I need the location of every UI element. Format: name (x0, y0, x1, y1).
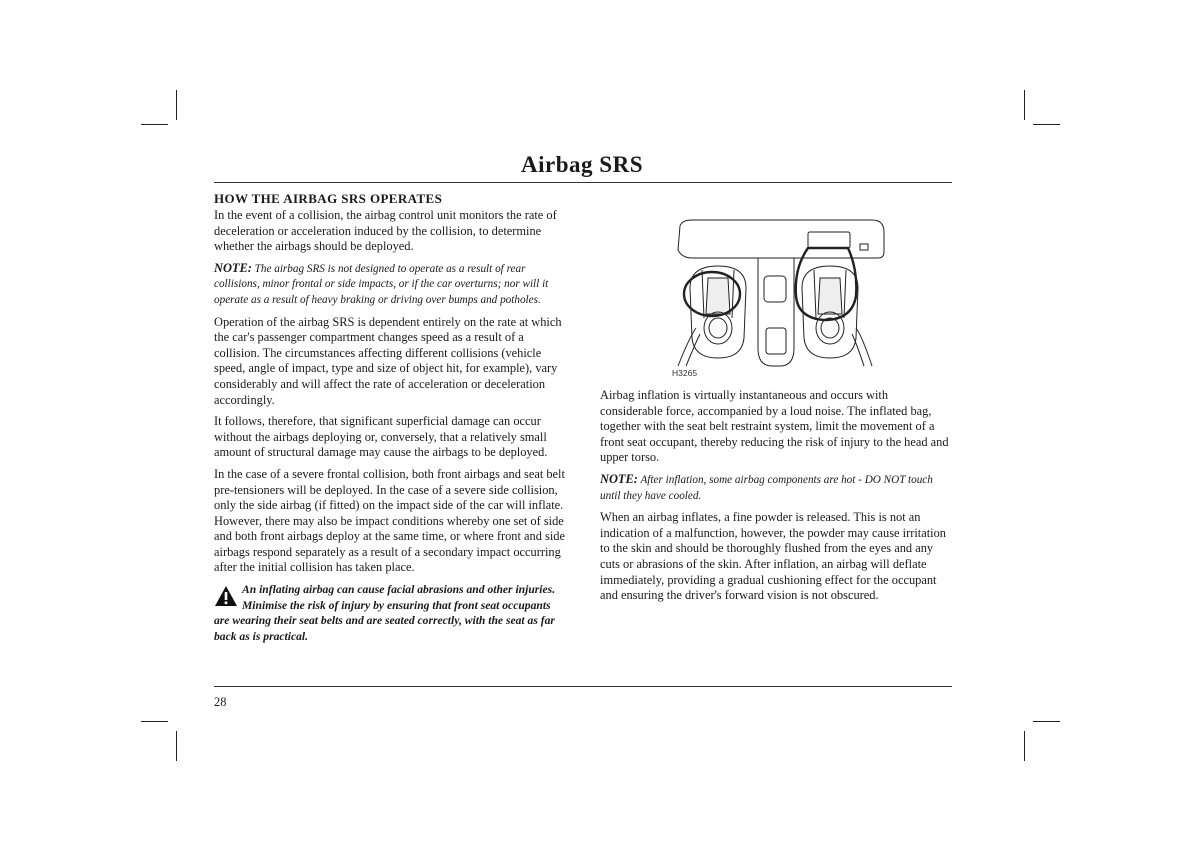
crop-mark (1033, 721, 1060, 722)
note-label: NOTE: (600, 471, 638, 486)
figure-label: H3265 (672, 368, 698, 378)
note-hot-components (600, 472, 952, 504)
airbag-diagram (672, 218, 888, 380)
crop-mark (141, 721, 168, 722)
crop-mark (1033, 124, 1060, 125)
crop-mark (141, 124, 168, 125)
page-number: 28 (214, 695, 227, 709)
airbag-diagram-icon (672, 218, 888, 368)
intro-paragraph: In the event of a collision, the airbag control unit monitors the rate of deceleration or acceleration induced by the collision, to determine whether the airbags should be deployed. (214, 208, 557, 254)
page-title: Airbag SRS (521, 152, 643, 177)
warning-block (214, 582, 566, 644)
warning-text: An inflating airbag can cause facial abrasions and other injuries. Minimise the risk of injury by ensuring that front seat occupants are wearing their seat belts and are seated correctly, with the seat as far back as is practical. (214, 583, 556, 643)
warning-triangle-icon (214, 585, 238, 607)
left-column (214, 191, 566, 644)
crop-mark (1024, 90, 1025, 120)
right-column (600, 388, 952, 610)
note-text: After inflation, some airbag components are hot - DO NOT touch until they have cooled. (600, 473, 933, 502)
note-rear-collisions (214, 261, 566, 309)
powder-paragraph: When an airbag inflates, a fine powder is released. This is not an indication of a malfunction, however, the powder may cause irritation to the skin and should be thoroughly flushed from the eyes and any cuts or abrasions of the skin. After inflation, an airbag will deflate immediately, providing a gradual cushioning effect for the occupant and ensuring the driver's forward vision is not obscured. (600, 510, 946, 603)
damage-paragraph: It follows, therefore, that significant superficial damage can occur without the airbags deploying or, conversely, that a relatively small amount of structural damage may cause the airbags to be deployed. (214, 414, 548, 460)
crop-mark (176, 90, 177, 120)
operation-paragraph: Operation of the airbag SRS is dependent entirely on the rate at which the car's passenger compartment changes speed as a result of a collision. The circumstances affecting different collisions (vehicle speed, angle of impact, type and size of object hit, for example), vary considerably and will affect the rate of acceleration or deceleration accordingly. (214, 314, 562, 407)
section-heading: HOW THE AIRBAG SRS OPERATES (214, 191, 443, 206)
note-text: The airbag SRS is not designed to operate as a result of rear collisions, minor frontal or side impacts, or if the car overturns; nor will it operate as a result of heavy braking or driving over bumps and potholes. (214, 262, 549, 306)
note-label: NOTE: (214, 260, 252, 275)
collision-paragraph: In the case of a severe frontal collision, both front airbags and seat belt pre-tensioners will be deployed. In the case of a severe side collision, only the side airbag (if fitted) on the impact side of the car will inflate. However, there may also be impact conditions whereby one set of side and both front airbags deploy at the same time, or where front and side airbags respond separately as a result of a secondary impact occurring after the initial collision has taken place. (214, 466, 565, 575)
header-rule (214, 182, 952, 183)
inflation-paragraph: Airbag inflation is virtually instantaneous and occurs with considerable force, accompanied by a loud noise. The inflated bag, together with the seat belt restraint system, limit the movement of a front seat occupant, thereby reducing the risk of injury to the head and upper torso. (600, 388, 949, 465)
footer-rule (214, 686, 952, 687)
crop-mark (176, 731, 177, 761)
crop-mark (1024, 731, 1025, 761)
